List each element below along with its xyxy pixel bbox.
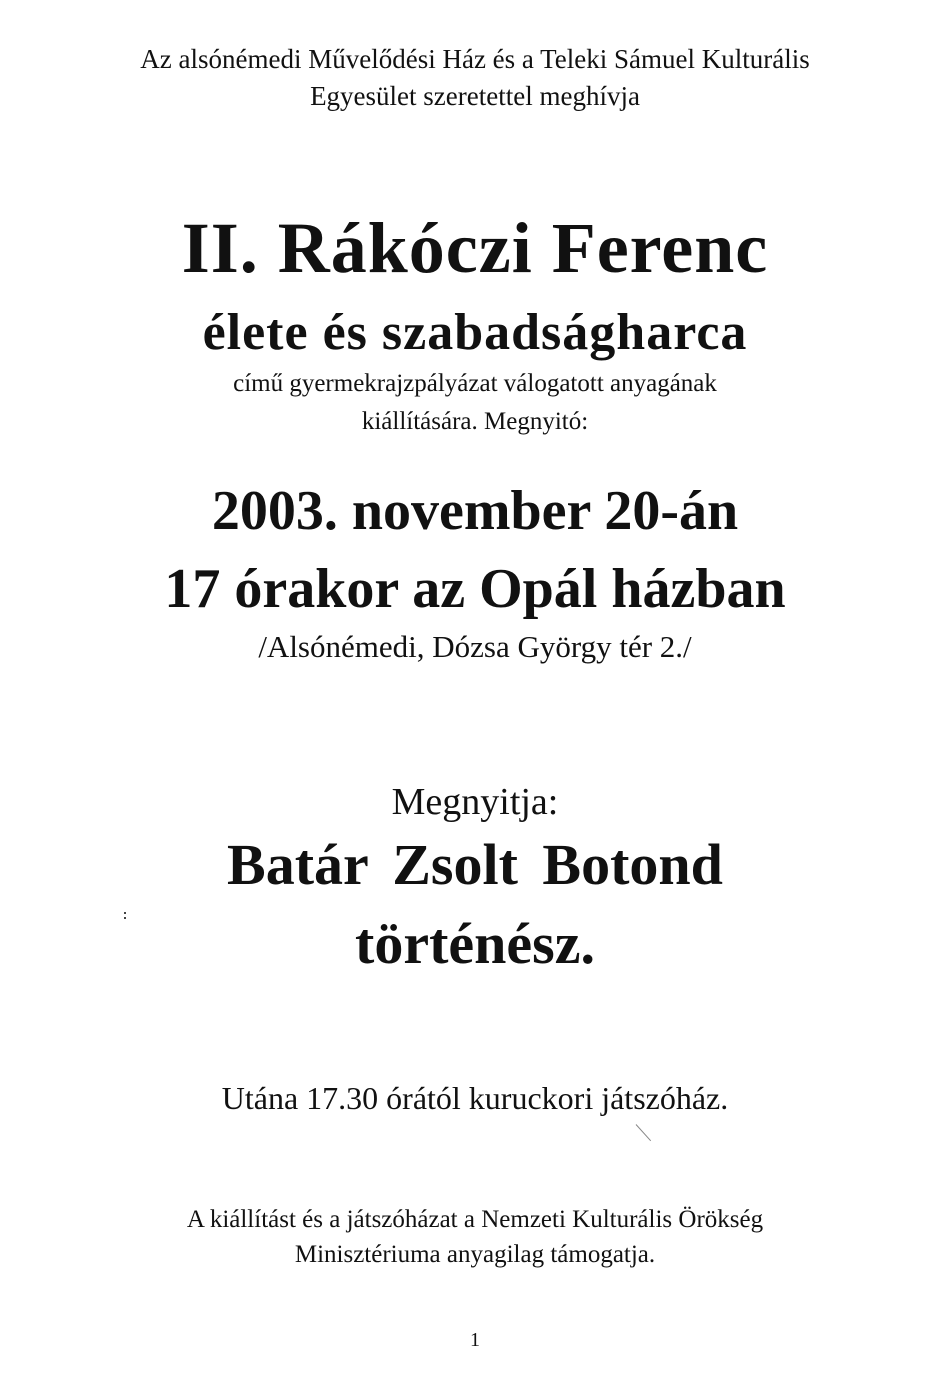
exhibition-title: II. Rákóczi Ferenc: [181, 208, 769, 288]
scan-speck: [124, 912, 127, 920]
opener-name: Batár Zsolt Botond: [227, 832, 723, 897]
opener-role: történész.: [355, 911, 595, 976]
intro-line-1: Az alsónémedi Művelődési Ház és a Teleki Sámuel Kulturális: [140, 44, 810, 74]
scan-mark: [636, 1124, 651, 1141]
description-line-1: című gyermekrajzpályázat válogatott anyagának: [233, 370, 717, 397]
intro-line-2: Egyesület szeretettel meghívja: [310, 81, 640, 111]
support-line-1: A kiállítást és a játszóházat a Nemzeti Kulturális Örökség: [186, 1206, 764, 1233]
support-line-2: Minisztériuma anyagilag támogatja.: [294, 1241, 656, 1268]
description-line-2: kiállítására. Megnyitó:: [361, 408, 589, 435]
page-number: 1: [470, 1329, 480, 1351]
event-date: 2003. november 20-án: [211, 480, 739, 542]
exhibition-subtitle: élete és szabadságharca: [202, 304, 748, 361]
opener-label: Megnyitja:: [391, 781, 559, 823]
afterward-program: Utána 17.30 órától kuruckori játszóház.: [221, 1080, 729, 1116]
event-address: /Alsónémedi, Dózsa György tér 2./: [258, 629, 692, 664]
event-time-place: 17 órakor az Opál házban: [164, 558, 786, 620]
